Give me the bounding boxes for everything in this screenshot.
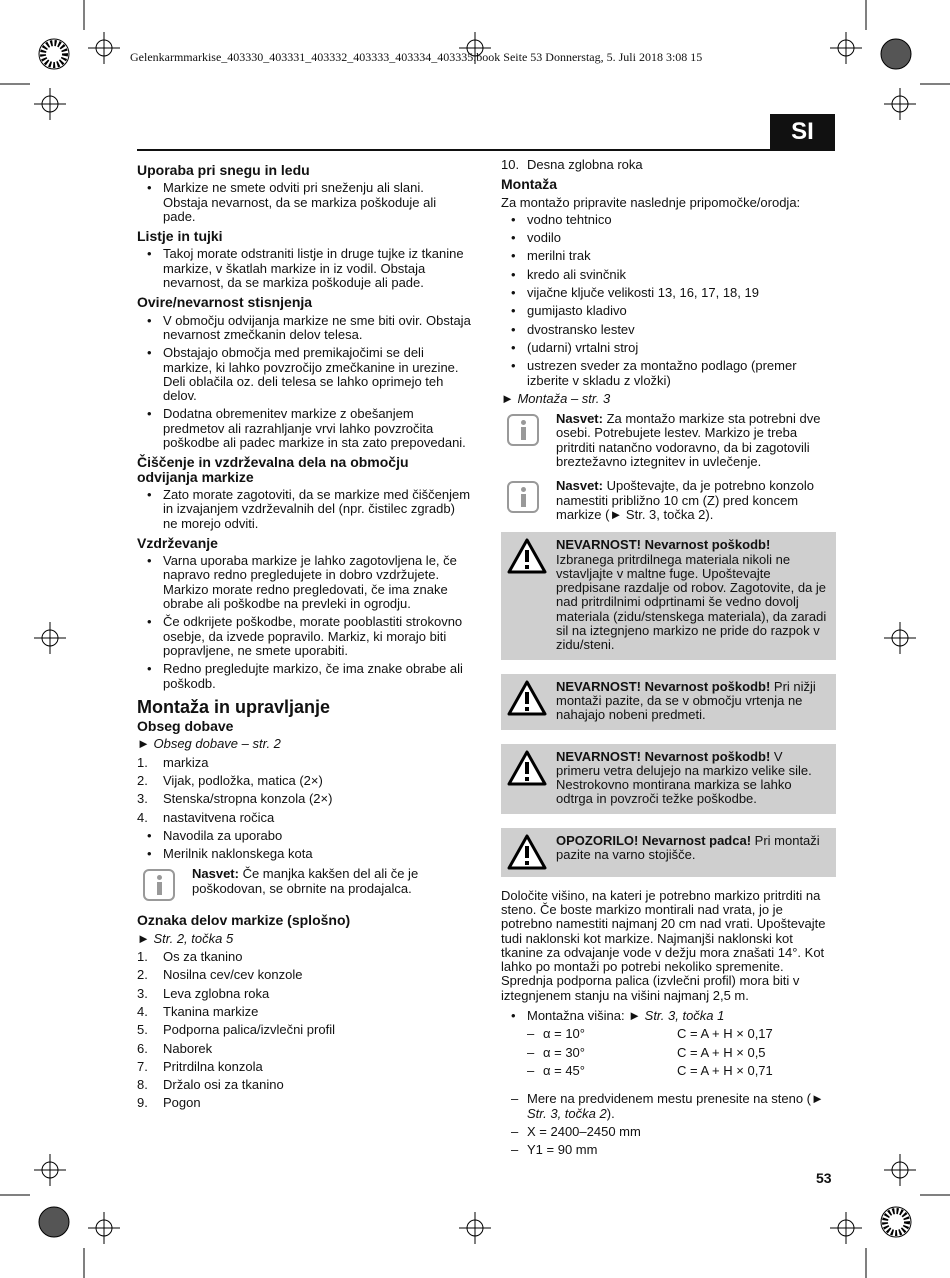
numbered-item: [137, 1005, 472, 1019]
list-item: • vodilo: [501, 231, 836, 245]
list-item: • Merilnik naklonskega kota: [137, 847, 472, 861]
list-item: • Dodatna obremenitev markize z obešanjem predmetov ali razrahljanje vrvi lahko povzročita poškodbe ali padec markize in sta zato prepovedani.: [137, 407, 472, 450]
list-item: • (udarni) vrtalni stroj: [501, 341, 836, 355]
item-text: Pogon: [163, 1095, 201, 1111]
transfer-end: ).: [606, 1105, 615, 1121]
numbered-item: [137, 1078, 472, 1092]
warning-triangle-icon: [507, 750, 547, 786]
angle-value: – α = 10°: [543, 1026, 585, 1042]
warning-text: V primeru vetra delujejo na markizo velike sile. Nestrokovno montirana markiza se lahko odtrga in povzroči težke poškodbe.: [556, 748, 812, 807]
list-item: • vodno tehtnico: [501, 213, 836, 227]
warning-triangle-icon: [507, 834, 547, 870]
warning-label: NEVARNOST! Nevarnost poškodb!: [556, 748, 771, 764]
info-icon: [143, 869, 175, 901]
list-item: [501, 1009, 836, 1023]
item-text: Nosilna cev/cev konzole: [163, 967, 303, 983]
note-text: Za montažo markize sta potrebni dve osebi. Potrebujete lestev. Markizo je treba pritrditi natančno vodoravno, da bi zagotovili breztežavno iztegnitev in uvlečenje.: [556, 411, 821, 470]
note-text: Upoštevajte, da je potrebno konzolo namestiti približno 10 cm (Z) pred koncem markize (► Str. 3, točka 2).: [556, 478, 814, 522]
item-text: Držalo osi za tkanino: [163, 1077, 284, 1093]
item-number: 1.: [137, 754, 148, 770]
numbered-item: [137, 792, 472, 806]
section-title: Uporaba pri snegu in ledu: [137, 162, 310, 178]
item-text: Leva zglobna roka: [163, 985, 270, 1001]
list-item: • Navodila za uporabo: [137, 829, 472, 843]
numbered-item: [501, 158, 836, 172]
item-number: 3.: [137, 985, 148, 1001]
note-text: Če manjka kakšen del ali če je poškodovan, se obrnite na prodajalca.: [192, 866, 419, 896]
item-number: 4.: [137, 809, 148, 825]
section-title: Ovire/nevarnost stisnjenja: [137, 294, 313, 311]
angle-value: – α = 30°: [543, 1044, 585, 1060]
formula: C = A + H × 0,17: [677, 1026, 773, 1042]
info-icon: [507, 481, 539, 513]
section-title: Čiščenje in vzdrževalna dela na območju odvijanja markize: [137, 454, 409, 485]
transfer-text: Mere na predvidenem mestu prenesite na steno (: [527, 1091, 811, 1107]
angle-value: – α = 45°: [543, 1062, 585, 1078]
equation-row: [517, 1027, 836, 1041]
item-text: Os za tkanino: [163, 949, 243, 965]
header-rule: [137, 149, 835, 151]
numbered-item: [137, 1023, 472, 1037]
warning-text: Pri nižji montaži pazite, da se v območju vrtenja ne nahajajo nobeni predmeti.: [556, 678, 816, 723]
warning-label: NEVARNOST! Nevarnost poškodb!: [556, 537, 771, 553]
body-paragraph: Določite višino, na kateri je potrebno markizo pritrditi na steno. Če boste markizo montirali nad vrata, jo je potrebno namestiti najmanj 20 cm nad vrati. Upoštevajte tudi naklonski kot markize. Najmanjši naklonski kot tkanine za odvajanje vode v dežju mora znašati 14°. Kot lahko po montaži po potrebi nekoliko spremenite. Sprednja podporna palica (izvlečni profil) mora biti v iztegnjenem stanju na višini najmanj 2,5 m.: [501, 887, 826, 1003]
item-text: nastavitvena ročica: [163, 809, 275, 825]
right-column: [501, 158, 836, 1161]
tip-note: [137, 867, 472, 903]
numbered-item: [137, 1042, 472, 1056]
item-text: Stenska/stropna konzola (2×): [163, 791, 333, 807]
warning-triangle-icon: [507, 538, 547, 574]
equation-row: [517, 1046, 836, 1060]
list-item: • merilni trak: [501, 249, 836, 263]
list-item: • Če odkrijete poškodbe, morate pooblastiti strokovno osebje, da izvede popravilo. Markiz, ki morajo biti popravljene, ne smete uporabiti.: [137, 615, 472, 658]
warning-label: OPOZORILO! Nevarnost padca!: [556, 832, 752, 848]
warning-text: Izbranega pritrdilnega materiala nikoli ne vstavljajte v maltne fuge. Upoštevajte predpisane razdalje od robov. Zagotovite, da je nad pritrdilnimi odprtinami še vedno dovolj materiala (zidu/stenskega materiala), da zaradi sil na iztegnjeno markizo ne pride do razpok v zidu/steni.: [556, 551, 827, 653]
numbered-item: [137, 968, 472, 982]
list-item: • dvostransko lestev: [501, 323, 836, 337]
warning-label: NEVARNOST! Nevarnost poškodb!: [556, 678, 771, 694]
caution-warning: [501, 828, 836, 877]
item-text: Pritrdilna konzola: [163, 1058, 263, 1074]
tip-note: [501, 412, 836, 469]
item-number: 5.: [137, 1022, 148, 1038]
numbered-item: [137, 1096, 472, 1110]
note-label: Nasvet:: [556, 478, 603, 494]
left-column: [137, 158, 472, 1115]
item-number: 4.: [137, 1003, 148, 1019]
danger-warning: [501, 532, 836, 659]
list-item: • Takoj morate odstraniti listje in druge tujke iz tkanine markize, v škatlah markize in iz vodil. Obstaja nevarnost, da se markiza poškoduje ali pade.: [137, 247, 472, 290]
warning-text: Pri montaži pazite na varno stojišče.: [556, 832, 820, 862]
numbered-item: [137, 987, 472, 1001]
main-title: Montaža in upravljanje: [137, 696, 331, 717]
language-tab: SI: [770, 114, 835, 150]
info-icon: [507, 414, 539, 446]
list-item: • Obstajajo območja med premikajočimi se deli markize, ki lahko povzročijo zmečkanine in urezine. Deli oblačila oz. deli telesa se lahko oprimejo teh delov.: [137, 346, 472, 403]
list-item: • Varna uporaba markize je lahko zagotovljena le, če napravo redno pregledujete in dobro vzdržujete. Markizo morate redno pregledovati, če ima znake obrabe ali poškodbe na prevleki in ogrodju.: [137, 554, 472, 611]
intro-text: Za montažo pripravite naslednje pripomočke/orodja:: [501, 194, 801, 210]
danger-warning: [501, 744, 836, 814]
item-text: markiza: [163, 754, 209, 770]
item-number: 6.: [137, 1040, 148, 1056]
numbered-item: [137, 774, 472, 788]
page-reference: ► Str. 2, točka 5: [137, 930, 234, 946]
list-item: • Markize ne smete odviti pri sneženju ali slani. Obstaja nevarnost, da se markiza poškoduje ali pade.: [137, 181, 472, 224]
section-title: Montaža: [501, 176, 557, 193]
formula: C = A + H × 0,71: [677, 1062, 773, 1078]
item-number: 7.: [137, 1058, 148, 1074]
equation-row: [517, 1064, 836, 1078]
list-item: [501, 1092, 836, 1121]
item-number: 1.: [137, 949, 148, 965]
numbered-item: [137, 756, 472, 770]
list-item: • gumijasto kladivo: [501, 304, 836, 318]
warning-triangle-icon: [507, 680, 547, 716]
page-reference: ► Str. 3, točka 2: [527, 1091, 824, 1121]
page-reference: ► Str. 3, točka 1: [628, 1008, 725, 1024]
item-number: 8.: [137, 1077, 148, 1093]
note-label: Nasvet:: [192, 866, 239, 882]
page-number: 53: [816, 1170, 832, 1186]
section-title: Vzdrževanje: [137, 534, 218, 551]
item-text: Desna zglobna roka: [527, 157, 643, 172]
list-item: • kredo ali svinčnik: [501, 268, 836, 282]
section-title: Oznaka delov markize (splošno): [137, 912, 351, 929]
list-item: • V območju odvijanja markize ne sme biti ovir. Obstaja nevarnost zmečkanin delov telesa.: [137, 314, 472, 343]
dimension-item: – Y1 = 90 mm: [501, 1143, 836, 1157]
section-title: Listje in tujki: [137, 228, 223, 245]
item-text: Naborek: [163, 1040, 213, 1056]
item-text: Podporna palica/izvlečni profil: [163, 1022, 335, 1038]
item-number: 2.: [137, 772, 148, 788]
page-reference: ► Obseg dobave – str. 2: [137, 736, 281, 752]
note-label: Nasvet:: [556, 411, 603, 427]
list-item: • Redno pregledujte markizo, če ima znake obrabe ali poškodb.: [137, 662, 472, 691]
numbered-item: [137, 1060, 472, 1074]
numbered-item: [137, 811, 472, 825]
page-reference: ► Montaža – str. 3: [501, 390, 611, 406]
item-number: 3.: [137, 791, 148, 807]
item-number: 2.: [137, 967, 148, 983]
section-title: Obseg dobave: [137, 718, 234, 735]
item-number: 10.: [501, 157, 520, 172]
print-header-line: Gelenkarmmarkise_403330_403331_403332_403333_403334_403335.book Seite 53 Donnerstag, 5. Juli 2018 3:08 15: [130, 50, 703, 64]
list-item: • vijačne ključe velikosti 13, 16, 17, 18, 19: [501, 286, 836, 300]
item-number: 9.: [137, 1095, 148, 1111]
dimension-item: – X = 2400–2450 mm: [501, 1125, 836, 1139]
danger-warning: [501, 674, 836, 730]
formula: C = A + H × 0,5: [677, 1044, 766, 1060]
item-text: Tkanina markize: [163, 1003, 259, 1019]
numbered-item: [137, 950, 472, 964]
tip-note: [501, 479, 836, 522]
item-text: Vijak, podložka, matica (2×): [163, 772, 323, 788]
list-item: • Zato morate zagotoviti, da se markize med čiščenjem in izvajanjem vzdrževalnih del (npr. čistilec zgradb) ne morejo odviti.: [137, 488, 472, 531]
list-item: • ustrezen sveder za montažno podlago (premer izberite v skladu z vložki): [501, 359, 836, 388]
height-label: Montažna višina:: [527, 1008, 629, 1024]
